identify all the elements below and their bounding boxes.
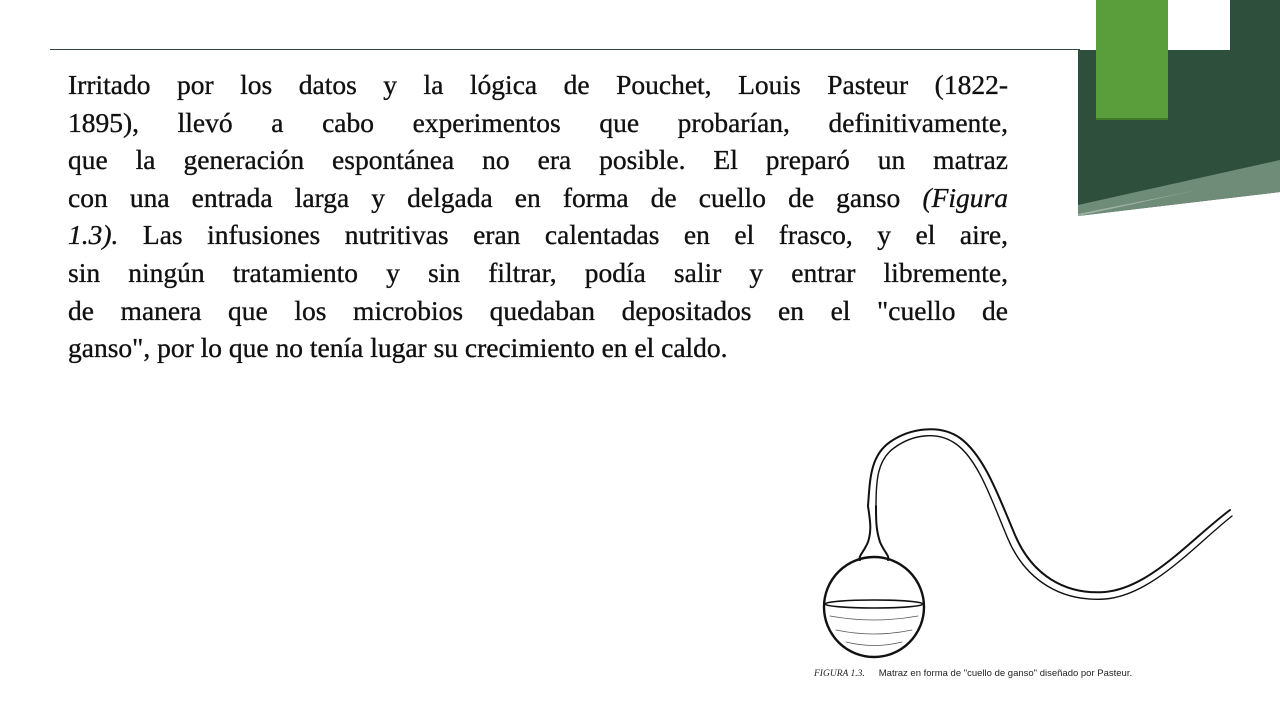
paragraph-line xyxy=(68,216,1008,254)
figure-reference: 1.3). xyxy=(68,219,119,251)
figure-caption xyxy=(814,668,1132,679)
flask-neck-inner xyxy=(876,436,1232,600)
paragraph-line-text: Las infusiones nutritivas eran calentadas en el frasco, y el aire, xyxy=(118,219,1008,251)
accent-green-block-shade xyxy=(1096,118,1168,120)
paragraph-line: 1895), llevó a cabo experimentos que probarían, definitivamente, xyxy=(68,106,1008,138)
flask-liquid-surface xyxy=(825,600,923,608)
flask-liquid-shading xyxy=(830,616,918,646)
flask-stem xyxy=(860,506,871,560)
paragraph-line: de manera que los microbios quedaban depositados en el "cuello de xyxy=(68,294,1008,326)
figure-label: FIGURA 1.3. xyxy=(814,669,865,679)
figure-caption-text: Matraz en forma de "cuello de ganso" diseñado por Pasteur. xyxy=(878,668,1133,679)
figure-reference: (Figura xyxy=(922,181,1008,213)
flask-neck-outer xyxy=(868,429,1230,592)
accent-green-block xyxy=(1096,0,1168,120)
paragraph-line xyxy=(68,179,1008,217)
body-paragraph xyxy=(68,66,1008,367)
paragraph-line: que la generación espontánea no era posible. El preparó un matraz xyxy=(68,144,1008,176)
flask-stem-right xyxy=(876,506,888,560)
swan-neck-flask-illustration xyxy=(810,420,1240,665)
paragraph-line-text: con una entrada larga y delgada en forma de cuello de ganso xyxy=(68,181,923,213)
paragraph-line: Irritado por los datos y la lógica de Pouchet, Louis Pasteur (1822- xyxy=(68,69,1008,100)
paragraph-line: sin ningún tratamiento y sin filtrar, podía salir y entrar libremente, xyxy=(68,256,1008,288)
corner-decoration xyxy=(1078,0,1280,220)
paragraph-line: ganso", por lo que no tenía lugar su crecimiento en el caldo. xyxy=(68,332,728,364)
header-rule xyxy=(50,49,1080,50)
